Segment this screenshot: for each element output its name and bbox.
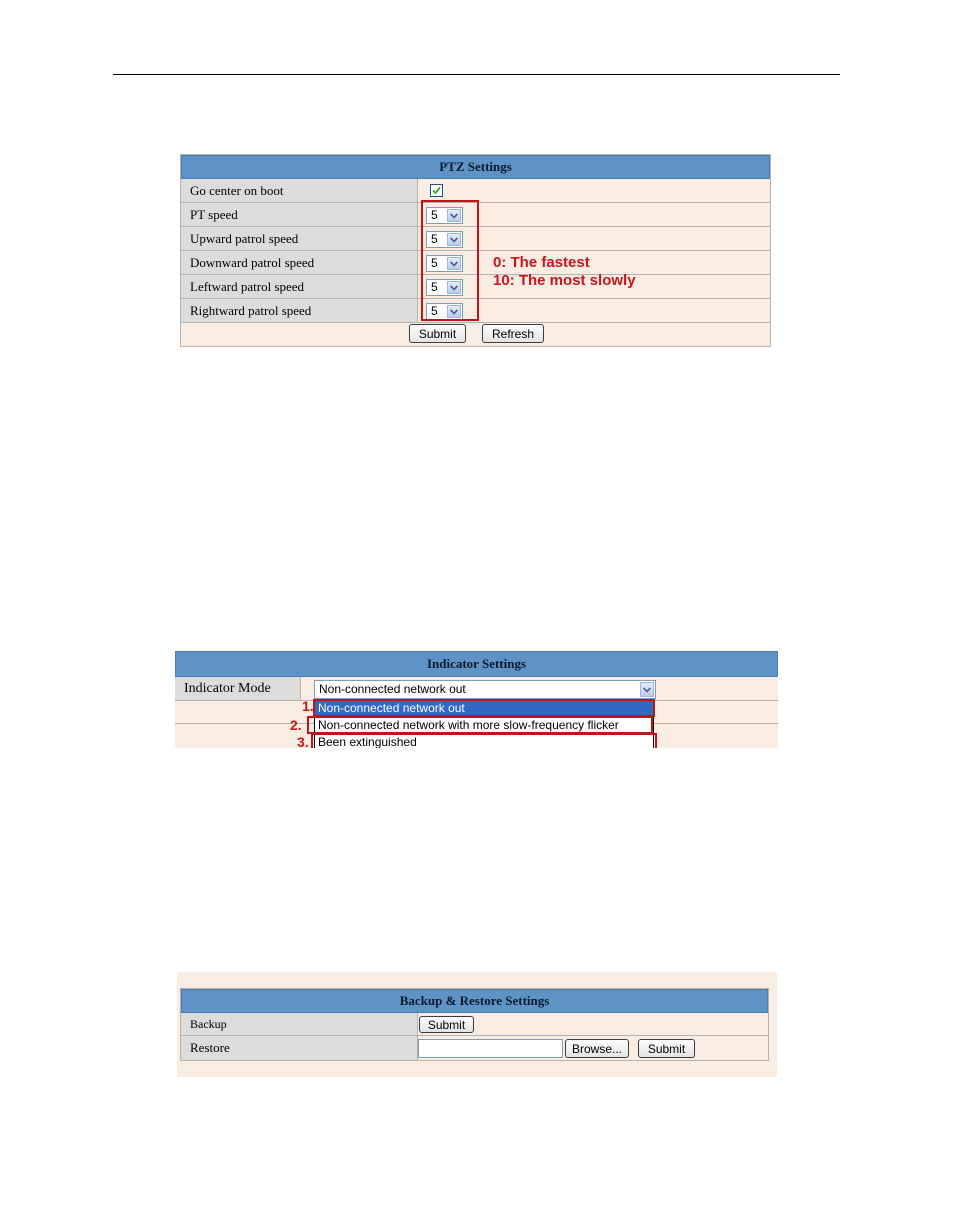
option-3-number: 3. — [297, 734, 309, 750]
go-center-label: Go center on boot — [181, 179, 418, 202]
indicator-option-2[interactable]: Non-connected network with more slow-frequency flicker — [318, 718, 619, 732]
go-center-value-cell — [418, 179, 770, 202]
indicator-mode-label: Indicator Mode — [175, 677, 301, 700]
option-3-highlight — [311, 733, 657, 748]
go-center-checkbox[interactable] — [430, 184, 443, 197]
downward-speed-select-value: 5 — [431, 256, 438, 270]
pt-speed-label: PT speed — [181, 203, 418, 226]
indicator-mode-select[interactable] — [314, 680, 656, 699]
backup-row — [181, 1013, 768, 1036]
backup-value-cell — [418, 1013, 768, 1035]
indicator-mode-select-value: Non-connected network out — [319, 682, 466, 696]
rightward-speed-label: Rightward patrol speed — [181, 299, 418, 322]
leftward-speed-label: Leftward patrol speed — [181, 275, 418, 298]
ptz-refresh-button[interactable]: Refresh — [482, 324, 544, 343]
pt-speed-select-value: 5 — [431, 208, 438, 222]
indicator-option-1[interactable]: Non-connected network out — [315, 701, 653, 717]
option-1-highlight — [313, 699, 655, 717]
ptz-settings-title: PTZ Settings — [181, 155, 770, 179]
indicator-mode-row — [175, 677, 778, 701]
restore-label: Restore — [181, 1036, 418, 1060]
option-2-number: 2. — [290, 717, 302, 733]
indicator-settings-title: Indicator Settings — [175, 651, 778, 677]
restore-submit-button[interactable]: Submit — [638, 1039, 695, 1058]
restore-value-cell — [418, 1036, 768, 1060]
speed-selects-highlight — [421, 200, 479, 321]
option-1-number: 1. — [302, 698, 314, 714]
note-fastest: 0: The fastest — [493, 254, 590, 271]
indicator-mode-value-cell — [301, 677, 778, 700]
leftward-speed-select-value: 5 — [431, 280, 438, 294]
page-header-rule — [113, 74, 840, 75]
option-2-highlight — [307, 716, 653, 734]
restore-file-input[interactable] — [418, 1039, 563, 1058]
backup-restore-title: Backup & Restore Settings — [181, 989, 768, 1013]
backup-label: Backup — [181, 1013, 418, 1035]
browse-button[interactable]: Browse... — [565, 1039, 629, 1058]
downward-speed-label: Downward patrol speed — [181, 251, 418, 274]
chevron-down-icon[interactable] — [640, 682, 654, 697]
note-slowest: 10: The most slowly — [493, 272, 636, 289]
ptz-submit-button[interactable]: Submit — [409, 324, 466, 343]
backup-submit-button[interactable]: Submit — [419, 1016, 474, 1033]
rightward-speed-select-value: 5 — [431, 304, 438, 318]
upward-speed-label: Upward patrol speed — [181, 227, 418, 250]
upward-speed-select-value: 5 — [431, 232, 438, 246]
backup-restore-panel — [180, 988, 769, 1061]
ptz-button-row — [181, 323, 770, 346]
restore-row — [181, 1036, 768, 1060]
indicator-option-3[interactable]: Been extinguished — [318, 735, 417, 748]
